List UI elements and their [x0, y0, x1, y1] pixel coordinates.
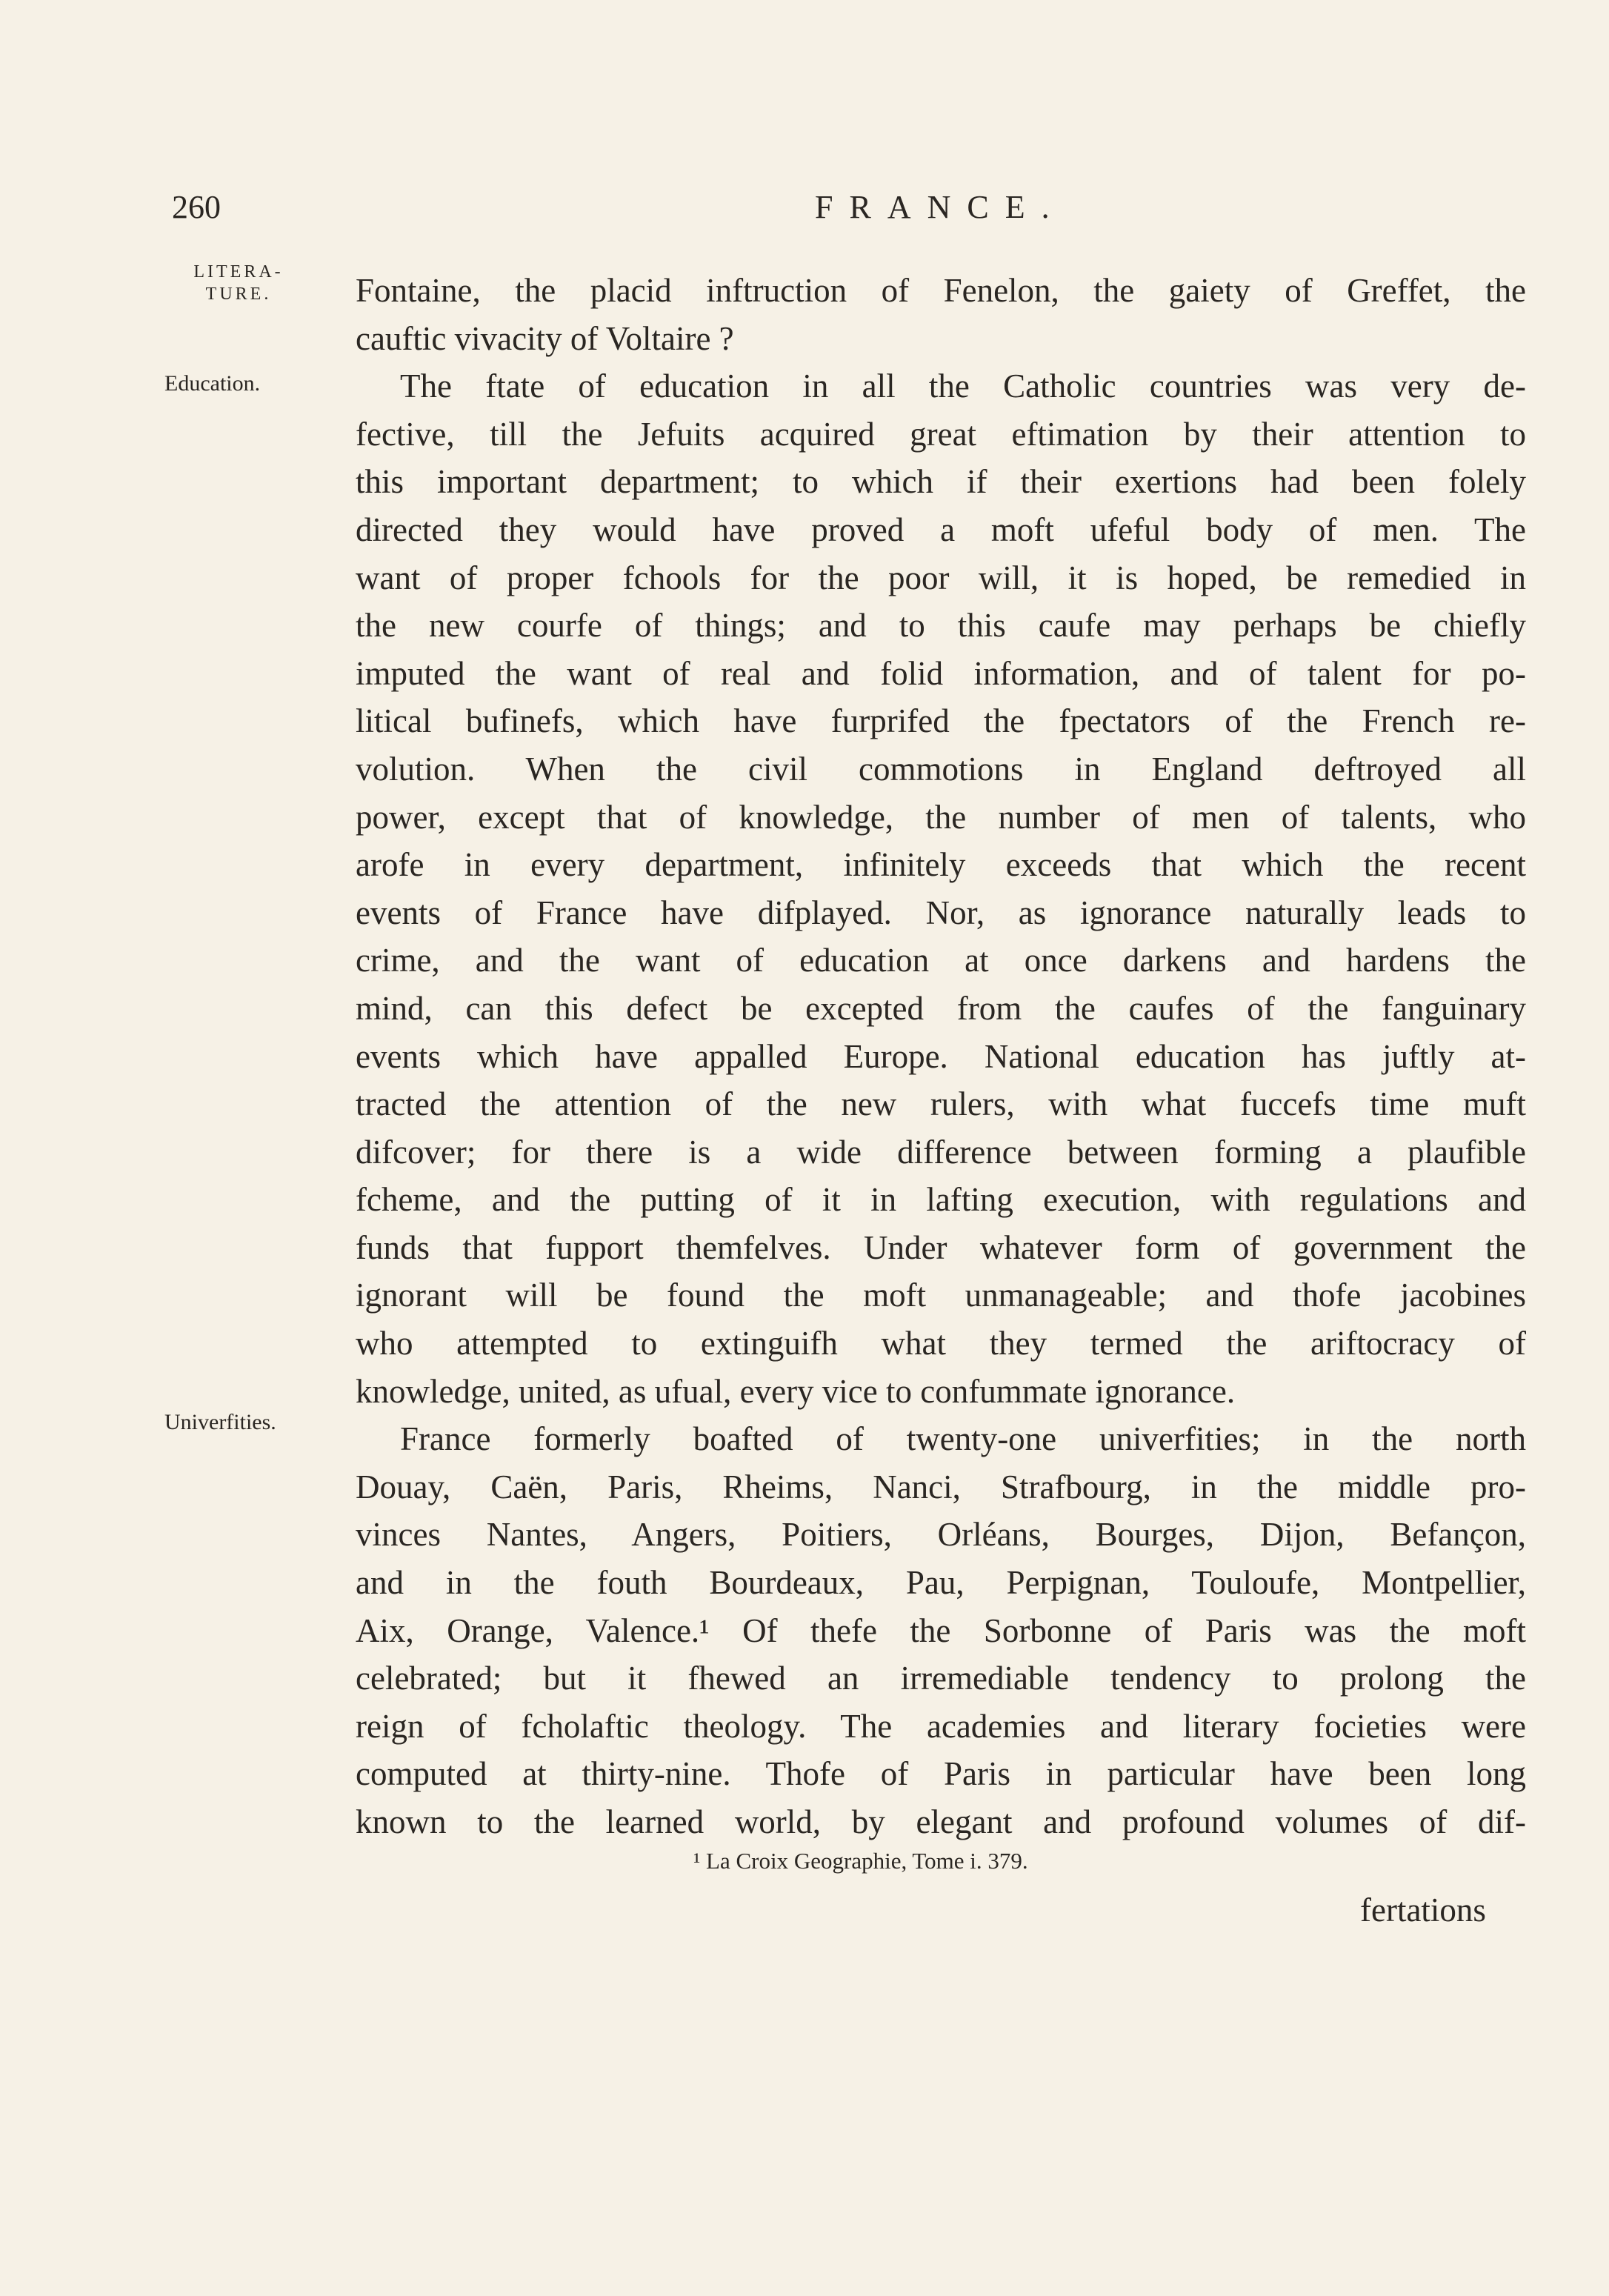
- text-line: known to the learned world, by elegant and profound volumes of dif-: [356, 1803, 1526, 1840]
- text-line: knowledge, united, as ufual, every vice to confummate ignorance.: [356, 1372, 1236, 1410]
- text-line: funds that fupport themfelves. Under whatever form of government the: [356, 1228, 1526, 1266]
- text-line: ignorant will be found the moft unmanageable; and thofe jacobines: [356, 1277, 1526, 1314]
- text-line: power, except that of knowledge, the number of men of talents, who: [356, 798, 1526, 836]
- text-line: the new courfe of things; and to this caufe may perhaps be chiefly: [356, 607, 1526, 645]
- text-line: events which have appalled Europe. National education has juftly at-: [356, 1037, 1526, 1075]
- text-line: arofe in every department, infinitely exceeds that which the recent: [356, 846, 1526, 884]
- running-head: FRANCE.: [815, 189, 1066, 225]
- page-number: 260: [172, 189, 221, 225]
- text-line: The ftate of education in all the Catholic countries was very de-: [400, 367, 1526, 405]
- text-line: litical bufinefs, which have furprifed the fpectators of the French re-: [356, 702, 1526, 740]
- footnote: ¹ La Croix Geographie, Tome i. 379.: [693, 1848, 1028, 1874]
- text-line: France formerly boafted of twenty-one univerfities; in the north: [400, 1420, 1526, 1458]
- text-line: and in the fouth Bourdeaux, Pau, Perpignan, Touloufe, Montpellier,: [356, 1564, 1526, 1602]
- text-line: events of France have difplayed. Nor, as ignorance naturally leads to: [356, 894, 1526, 931]
- text-line: celebrated; but it fhewed an irremediable tendency to prolong the: [356, 1660, 1526, 1697]
- text-line: cauftic vivacity of Voltaire ?: [356, 319, 734, 357]
- text-line: volution. When the civil commotions in England deftroyed all: [356, 750, 1526, 788]
- text-line: difcover; for there is a wide difference between forming a plaufible: [356, 1133, 1526, 1171]
- sidenote-literature: LITERA-TURE.: [193, 262, 284, 304]
- text-line: Douay, Caën, Paris, Rheims, Nanci, Strafbourg, in the middle pro-: [356, 1468, 1526, 1505]
- catchword: fertations: [1360, 1891, 1486, 1929]
- text-line: fective, till the Jefuits acquired great eftimation by their attention to: [356, 415, 1526, 453]
- text-line: Aix, Orange, Valence.¹ Of thefe the Sorbonne of Paris was the moft: [356, 1611, 1526, 1649]
- text-line: tracted the attention of the new rulers, with what fuccefs time muft: [356, 1085, 1526, 1123]
- text-line: directed they would have proved a moft ufeful body of men. The: [356, 510, 1526, 548]
- sidenote-education: Education.: [164, 371, 261, 396]
- text-line: who attempted to extinguifh what they termed the ariftocracy of: [356, 1325, 1526, 1362]
- text-line: want of proper fchools for the poor will, it is hoped, be remedied in: [356, 559, 1526, 596]
- body-text: [356, 267, 1526, 1846]
- text-line: this important department; to which if their exertions had been folely: [356, 463, 1526, 501]
- text-line: reign of fcholaftic theology. The academies and literary focieties were: [356, 1707, 1526, 1745]
- page-header: [0, 185, 1609, 230]
- text-line: crime, and the want of education at once darkens and hardens the: [356, 942, 1526, 979]
- text-line: Fontaine, the placid inftruction of Fenelon, the gaiety of Greffet, the: [356, 272, 1526, 309]
- sidenote-universities: Univerfities.: [164, 1410, 276, 1434]
- text-line: imputed the want of real and folid information, and of talent for po-: [356, 654, 1526, 692]
- text-line: computed at thirty-nine. Thofe of Paris in particular have been long: [356, 1755, 1526, 1793]
- text-line: fcheme, and the putting of it in lafting execution, with regulations and: [356, 1181, 1526, 1219]
- text-line: mind, can this defect be excepted from the caufes of the fanguinary: [356, 989, 1526, 1027]
- text-line: vinces Nantes, Angers, Poitiers, Orléans, Bourges, Dijon, Befançon,: [356, 1516, 1526, 1554]
